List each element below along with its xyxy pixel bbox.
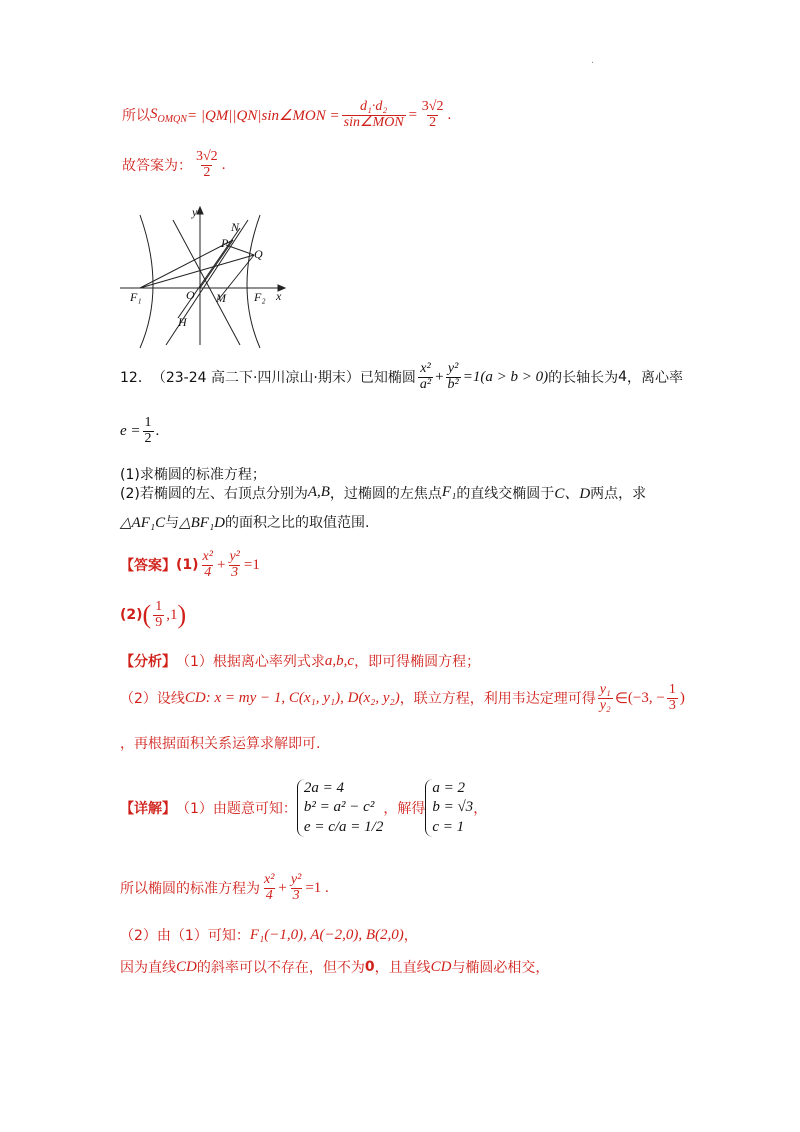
left-branch bbox=[140, 215, 153, 348]
fig-label-y: y bbox=[192, 205, 198, 219]
conclusion-end: =1 . bbox=[305, 879, 329, 896]
problem-text-after2: ，离心率 bbox=[627, 370, 684, 387]
area-eq1: = |QM||QN|sin∠MON = bbox=[186, 107, 340, 124]
answer-line2: (2) ( $\frac{1}{9}$ ,1 ) bbox=[120, 599, 187, 630]
final-answer-fraction: $\frac{3√2}{2}$ bbox=[196, 149, 218, 180]
final-answer-line bbox=[122, 150, 225, 180]
part2-text-a: (2)若椭圆的左、右顶点分别为 bbox=[120, 485, 308, 502]
eccentricity-label: e = bbox=[120, 422, 141, 439]
line-f1-q bbox=[140, 255, 254, 288]
problem-part2-line1 bbox=[120, 482, 646, 503]
answer-tag: 【答案】 bbox=[120, 558, 176, 575]
area-prefix: 所以 bbox=[122, 108, 150, 125]
part2-with: 与 bbox=[165, 515, 180, 531]
part2-text-b: ，过椭圆的左焦点 bbox=[329, 485, 442, 502]
page-mark: · bbox=[591, 58, 595, 69]
hyperbola-figure bbox=[118, 200, 293, 350]
ellipse-condition: =1(a > b > 0) bbox=[462, 368, 549, 385]
final-answer-end: . bbox=[221, 156, 226, 173]
problem-part2-line2 bbox=[120, 512, 369, 532]
detail-conclusion: 所以椭圆的标准方程为 $\frac{\text{x²}}{4}$ + $\frac{\text{y²}}{3}$ =1 . bbox=[120, 872, 329, 903]
fig-label-n: N bbox=[231, 220, 240, 234]
fig-label-q: Q bbox=[254, 247, 263, 261]
analysis-ratio: $\frac{\text{y₁}}{\text{y₂}}$ bbox=[599, 682, 611, 713]
detail-solve: ，解得 bbox=[383, 801, 426, 817]
analysis-interval-b: ) bbox=[679, 689, 685, 706]
problem-four: 4 bbox=[618, 369, 628, 386]
area-result: $\frac{3√2}{2}$ bbox=[421, 99, 444, 130]
analysis-vars: a,b,c bbox=[324, 652, 355, 669]
problem-number: 12． bbox=[120, 370, 152, 387]
right-branch bbox=[247, 215, 260, 348]
fig-label-m: M bbox=[216, 291, 226, 305]
problem-part1: (1)求椭圆的标准方程； bbox=[120, 467, 266, 483]
conclusion-x-term: $\frac{\text{x²}}{4}$ bbox=[264, 872, 275, 903]
analysis-line-eq: CD: x = my − 1, C(x₁, y₁), D(x₂, y₂) bbox=[184, 689, 400, 706]
analysis-line3: ，再根据面积关系运算求解即可. bbox=[120, 736, 321, 752]
detail-line3 bbox=[120, 957, 549, 977]
answer-x-term: $\frac{\text{x²}}{4}$ bbox=[202, 549, 213, 580]
y-axis-arrow bbox=[197, 207, 203, 214]
fig-label-f1: F₁ bbox=[130, 290, 142, 304]
conclusion-y-term: $\frac{\text{y²}}{3}$ bbox=[290, 872, 302, 903]
fig-label-x: x bbox=[276, 289, 282, 303]
area-end: . bbox=[447, 106, 452, 123]
part2-text-e: 的面积之比的取值范围. bbox=[225, 515, 370, 531]
area-eq2: = bbox=[407, 106, 418, 123]
area-fraction: $\frac{\text{d₁·d₂}}{\text{sin∠MON}}$ bbox=[343, 99, 404, 130]
line-h-n bbox=[178, 228, 240, 318]
part2-text-d: 两点，求 bbox=[590, 485, 647, 502]
answer-y-term: $\frac{\text{y²}}{3}$ bbox=[229, 549, 240, 580]
detail-l3-c: ，且直线 bbox=[374, 960, 431, 976]
problem-source: （23-24 高二下·四川凉山·期末）已知椭圆 bbox=[151, 370, 416, 387]
final-answer-prefix: 故答案为： bbox=[122, 158, 192, 175]
part2-f1: F₁ bbox=[441, 484, 457, 500]
analysis-l2-b: ，联立方程，利用韦达定理可得 bbox=[399, 691, 596, 708]
part2-cd: C、D bbox=[554, 486, 591, 502]
eccentricity-value: $\frac{1}{2}$ bbox=[144, 415, 152, 446]
fig-label-o: O bbox=[186, 288, 195, 302]
analysis-l1-a: （1）根据离心率列式求 bbox=[176, 654, 325, 670]
detail-l3-b: 的斜率可以不存在，但不为 bbox=[196, 960, 365, 976]
detail-zero: 0 bbox=[364, 959, 375, 975]
analysis-line1 bbox=[120, 651, 480, 671]
answer-p1: (1) bbox=[176, 557, 199, 574]
part2-text-c: 的直线交椭圆于 bbox=[456, 485, 555, 502]
fig-label-f2: F₂ bbox=[254, 290, 266, 304]
problem-text-after: 的长轴长为 bbox=[548, 370, 619, 387]
detail-points: F₁(−1,0), A(−2,0), B(2,0) bbox=[249, 926, 404, 943]
analysis-interval-a: (−3, − bbox=[627, 689, 665, 706]
line-p-q bbox=[226, 245, 254, 255]
analysis-tag: 【分析】 bbox=[120, 654, 176, 670]
detail-sys-end: ， bbox=[473, 801, 488, 817]
detail-l2-end: ， bbox=[403, 928, 418, 944]
area-symbol: $S_{OMQN}$ bbox=[150, 105, 187, 125]
eccentricity-end: . bbox=[155, 422, 160, 439]
detail-conclusion-text: 所以椭圆的标准方程为 bbox=[120, 881, 260, 898]
eccentricity-line bbox=[120, 416, 159, 446]
detail-l2-text: （2）由（1）可知： bbox=[120, 928, 250, 944]
part2-ab: A,B bbox=[307, 484, 330, 500]
system-solution: a = 2 b = √3 c = 1 bbox=[425, 779, 473, 838]
analysis-in: ∈ bbox=[614, 690, 628, 707]
problem-12-line1 bbox=[120, 362, 683, 392]
ellipse-x-term: $\frac{\text{x²}}{\text{a²}}$ bbox=[419, 361, 432, 392]
fig-label-h: H bbox=[178, 315, 187, 329]
ellipse-y-term: $\frac{\text{y²}}{\text{b²}}$ bbox=[447, 361, 459, 392]
analysis-line2 bbox=[120, 683, 685, 713]
detail-l3-d: 与椭圆必相交， bbox=[451, 960, 550, 976]
plus-sign: + bbox=[435, 368, 444, 385]
answer-p1-end: =1 bbox=[243, 556, 260, 573]
analysis-interval-frac: $\frac{1}{3}$ bbox=[668, 682, 676, 713]
fig-label-p: P bbox=[221, 236, 229, 250]
answer-line1: 【答案】 (1) $\frac{\text{x²}}{4}$ + $\frac{\text{y²}}{3}$ =1 bbox=[120, 549, 260, 580]
answer-p2-end: ,1 bbox=[166, 606, 178, 623]
detail-tag: 【详解】 bbox=[120, 801, 176, 817]
detail-l1: （1）由题意可知： bbox=[176, 801, 297, 817]
detail-cd: CD bbox=[176, 958, 197, 975]
triangle-bf1d: △BF₁D bbox=[179, 514, 226, 531]
system-equations: 2a = 4 b² = a² − c² e = c/a = 1/2 bbox=[297, 779, 383, 838]
detail-line2 bbox=[120, 925, 418, 945]
analysis-l1-b: ，即可得椭圆方程； bbox=[354, 654, 481, 670]
triangle-af1c: △AF₁C bbox=[120, 514, 166, 531]
analysis-l2-a: （2）设线 bbox=[120, 691, 185, 708]
area-formula-line bbox=[122, 100, 451, 130]
answer-p2: (2) bbox=[120, 607, 143, 624]
detail-l3-a: 因为直线 bbox=[120, 960, 176, 976]
answer-p2-fraction: $\frac{1}{9}$ bbox=[155, 599, 163, 630]
detail-line1 bbox=[120, 760, 487, 856]
detail-cd2: CD bbox=[430, 958, 452, 975]
